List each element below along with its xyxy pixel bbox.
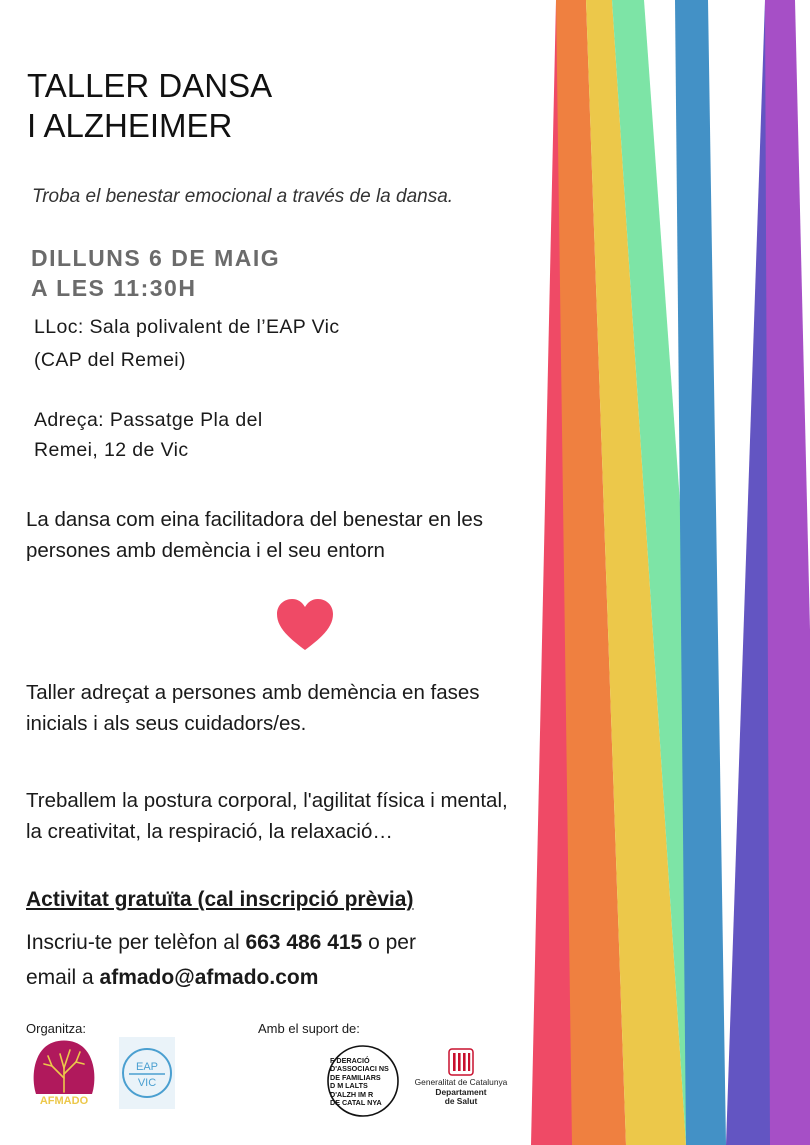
federation-line-6: DE CATAL NYA — [330, 1098, 382, 1108]
title-line-1: TALLER DANSA — [27, 67, 273, 104]
free-activity-notice: Activitat gratuïta (cal inscripció prèvia) — [26, 888, 414, 911]
federation-line-5: D'ALZH IM R — [330, 1089, 374, 1099]
gencat-line-2: Departament — [435, 1086, 487, 1097]
contact-phone-line — [26, 925, 416, 960]
poster-title — [27, 66, 272, 146]
afmado-logo-text: AFMADO — [39, 1095, 89, 1106]
place-line-2: (CAP del Remei) — [34, 349, 186, 371]
contact-mid: o per — [362, 931, 416, 954]
afmado-tree-logo — [30, 1038, 98, 1106]
description-paragraph-1 — [26, 504, 483, 566]
event-date — [31, 243, 280, 303]
gencat-line-1: Generalitat de Catalunya — [414, 1077, 508, 1087]
federation-line-2: D'ASSOCIACI NS — [330, 1064, 389, 1074]
para3-line-1: Treballem la postura corporal, l'agilitat física i mental, — [26, 789, 508, 812]
federation-logo-text — [330, 1057, 400, 1107]
date-line-2: A LES 11:30H — [31, 275, 197, 301]
gencat-logo-text — [410, 1078, 512, 1107]
para2-line-2: inicials i als seus cuidadors/es. — [26, 712, 307, 735]
email-link[interactable]: afmado@afmado.com — [99, 966, 319, 989]
date-line-1: DILLUNS 6 DE MAIG — [31, 245, 281, 271]
address-line-2: Remei, 12 de Vic — [34, 439, 189, 461]
contact-prefix: Inscriu-te per telèfon al — [26, 931, 246, 954]
contact-email-line — [26, 960, 416, 995]
place-line-1: LLoc: Sala polivalent de l’EAP Vic — [34, 316, 340, 338]
para1-line-2: persones amb demència i el seu entorn — [26, 539, 385, 562]
eap-logo-top: EAP — [135, 1061, 159, 1073]
contact-info — [26, 925, 416, 995]
phone-number[interactable]: 663 486 415 — [245, 931, 363, 954]
eap-vic-logo — [119, 1037, 175, 1109]
title-line-2: I ALZHEIMER — [27, 107, 233, 144]
gencat-line-3-wrap — [410, 1097, 512, 1107]
organizer-label: Organitza: — [26, 1021, 86, 1036]
para3-line-2: la creativitat, la respiració, la relaxació… — [26, 820, 393, 843]
heart-icon — [276, 598, 334, 652]
federation-line-1: F DERACIÓ — [330, 1056, 370, 1065]
federation-line-4: D M LALTS — [330, 1081, 368, 1091]
description-paragraph-3 — [26, 785, 508, 847]
gencat-line-3: de Salut — [444, 1096, 478, 1106]
para2-line-1: Taller adreçat a persones amb demència en fases — [26, 681, 480, 704]
description-paragraph-2 — [26, 677, 480, 739]
support-label: Amb el suport de: — [258, 1021, 360, 1036]
poster-subtitle: Troba el benestar emocional a través de la dansa. — [32, 186, 454, 207]
federation-line-3: DE FAMILIARS — [330, 1072, 381, 1082]
address-line-1: Adreça: Passatge Pla del — [34, 409, 263, 431]
email-prefix: email a — [26, 966, 100, 989]
event-place — [34, 311, 340, 377]
para1-line-1: La dansa com eina facilitadora del benestar en les — [26, 508, 483, 531]
eap-logo-bottom: VIC — [137, 1077, 157, 1089]
event-address — [34, 405, 263, 465]
